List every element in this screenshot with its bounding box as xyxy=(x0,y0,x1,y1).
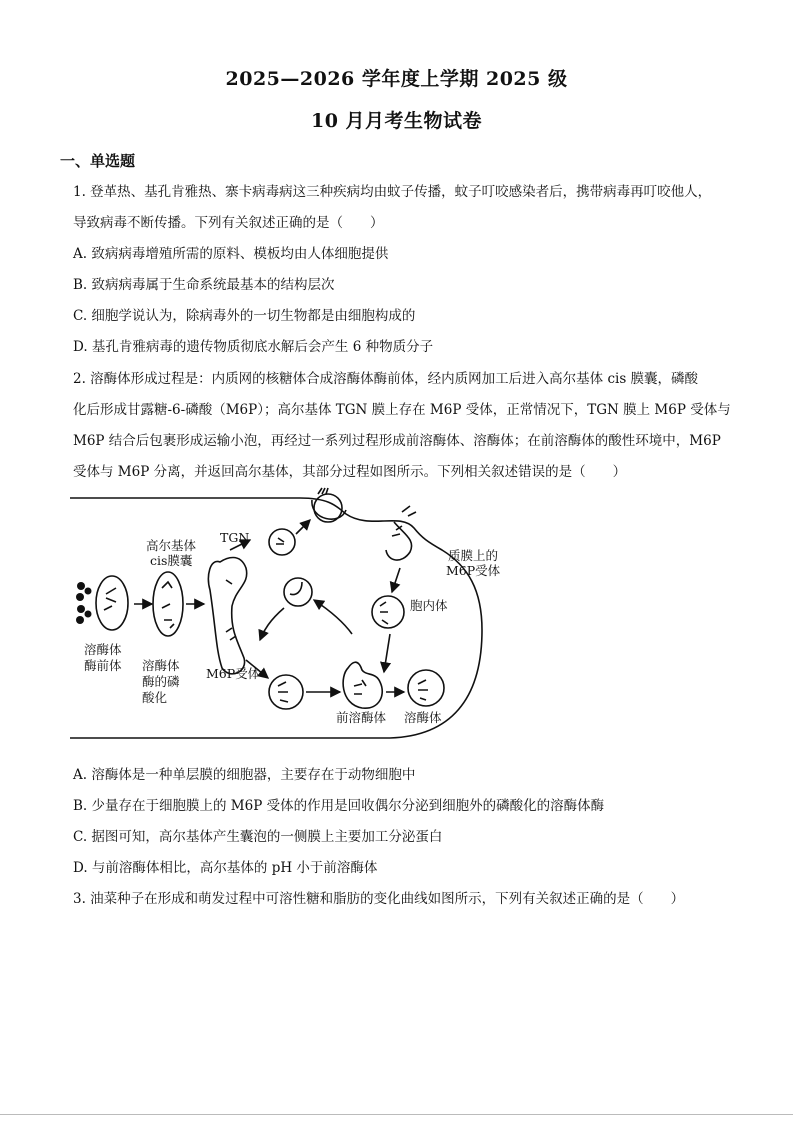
label-golgi-cis-2: cis膜囊 xyxy=(150,553,193,568)
q1-option-c: C. 细胞学说认为，除病毒外的一切生物都是由细胞构成的 xyxy=(73,308,416,324)
label-golgi-cis-1: 高尔基体 xyxy=(146,538,197,553)
label-m6p-receptor: M6P受体 xyxy=(206,666,261,681)
label-tgn: TGN xyxy=(220,530,250,545)
exam-title-line1: 2025—2026 学年度上学期 2025 级 xyxy=(225,68,568,90)
label-membrane-receptor-2: M6P受体 xyxy=(446,563,500,578)
lysosome xyxy=(408,670,444,706)
label-prelysosome: 前溶酶体 xyxy=(336,710,387,725)
q3-stem-line1: 3. 油菜种子在形成和萌发过程中可溶性糖和脂肪的变化曲线如图所示，下列有关叙述正确的是（ ） xyxy=(73,891,685,907)
precursor-vesicle xyxy=(96,576,128,630)
label-precursor-2: 酶前体 xyxy=(84,658,122,673)
q1-stem-line1: 1. 登革热、基孔肯雅热、寨卡病毒病这三种疾病均由蚊子传播，蚊子叮咬感染者后，携带病毒再叮咬他人， xyxy=(73,184,712,200)
exam-title-line2: 10 月月考生物试卷 xyxy=(310,110,483,132)
tgn xyxy=(208,558,246,674)
lysosome-formation-diagram xyxy=(70,480,500,742)
label-precursor-1: 溶酶体 xyxy=(84,642,122,657)
label-phos-3: 酸化 xyxy=(142,690,168,705)
label-phos-2: 酶的磷 xyxy=(142,674,180,689)
label-membrane-receptor-1: 质膜上的 xyxy=(448,548,499,563)
q2-option-c: C. 据图可知，高尔基体产生囊泡的一侧膜上主要加工分泌蛋白 xyxy=(73,829,443,845)
transport-vesicle-top xyxy=(269,529,295,555)
page-bottom-rule xyxy=(0,1114,793,1115)
q1-option-b: B. 致病病毒属于生命系统最基本的结构层次 xyxy=(73,277,335,293)
q1-stem-line2: 导致病毒不断传播。下列有关叙述正确的是（ ） xyxy=(73,215,384,231)
section-title: 一、单选题 xyxy=(60,152,136,170)
plasma-membrane xyxy=(70,498,482,738)
q2-option-b: B. 少量存在于细胞膜上的 M6P 受体的作用是回收偶尔分泌到细胞外的磷酸化的溶酶体酶 xyxy=(73,798,605,814)
label-phos-1: 溶酶体 xyxy=(142,658,180,673)
q1-option-a: A. 致病病毒增殖所需的原料、模板均由人体细胞提供 xyxy=(73,246,389,262)
prelysosome xyxy=(343,662,382,708)
q2-option-a: A. 溶酶体是一种单层膜的细胞器，主要存在于动物细胞中 xyxy=(73,767,416,783)
label-lysosome: 溶酶体 xyxy=(404,710,442,725)
q2-stem-line2: 化后形成甘露糖-6-磷酸（M6P）；高尔基体 TGN 膜上存在 M6P 受体，正常情况下，TGN 膜上 M6P 受体与 xyxy=(73,402,731,418)
q2-stem-line1: 2. 溶酶体形成过程是：内质网的核糖体合成溶酶体酶前体，经内质网加工后进入高尔基体 cis 膜囊，磷酸 xyxy=(73,371,699,387)
q1-option-d: D. 基孔肯雅病毒的遗传物质彻底水解后会产生 6 种物质分子 xyxy=(73,339,434,355)
q2-option-d: D. 与前溶酶体相比，高尔基体的 pH 小于前溶酶体 xyxy=(73,860,378,876)
q2-stem-line4: 受体与 M6P 分离，并返回高尔基体，其部分过程如图所示。下列相关叙述错误的是（ ） xyxy=(73,464,627,480)
label-endosome: 胞内体 xyxy=(410,598,448,613)
ribosome-dots xyxy=(76,582,92,624)
q2-stem-line3: M6P 结合后包裹形成运输小泡，再经过一系列过程形成前溶酶体、溶酶体；在前溶酶体的酸性环境中，M6P xyxy=(73,433,721,449)
